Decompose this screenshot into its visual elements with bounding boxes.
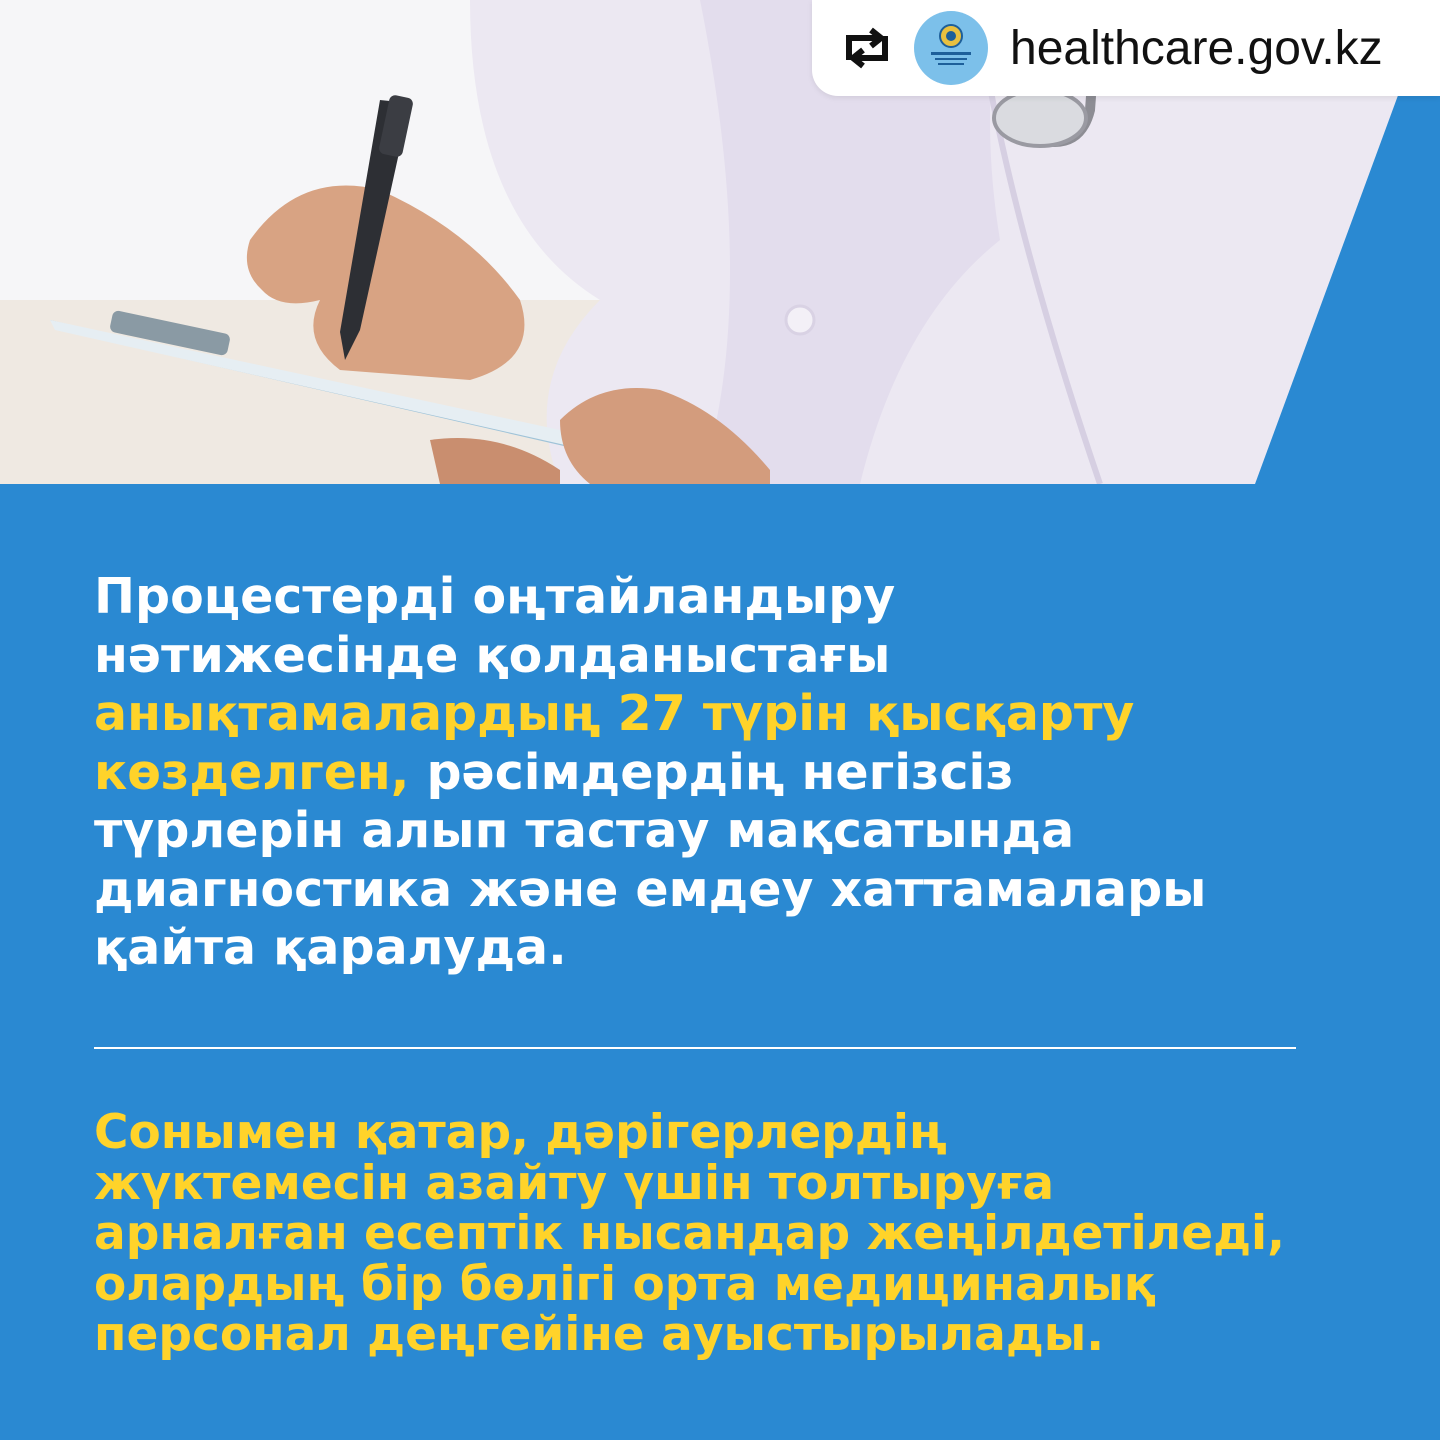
secondary-line-5: персонал деңгейіне ауыстырылады. xyxy=(94,1307,1105,1362)
secondary-line-2: жүктемесін азайту үшін толтыруға xyxy=(94,1155,1055,1211)
main-line-2: нәтижесінде қолданыстағы xyxy=(94,626,891,684)
main-line-5: түрлерін алып тастау мақсатында xyxy=(94,802,1075,859)
secondary-line-4: олардың бір бөлігі орта медициналық xyxy=(94,1256,1156,1312)
state-emblem-icon xyxy=(921,18,981,78)
repost-badge[interactable] xyxy=(812,0,1440,96)
secondary-line-1: Сонымен қатар, дәрігерлердің xyxy=(94,1105,947,1160)
main-line-4-rest: рәсімдердің негізсіз xyxy=(409,743,1014,801)
repost-icon xyxy=(834,15,900,81)
main-statement xyxy=(94,568,1354,978)
section-divider xyxy=(94,1047,1296,1049)
main-line-7: қайта қаралуда. xyxy=(94,919,567,976)
main-line-4-highlight: көзделген, xyxy=(94,743,410,801)
account-handle[interactable]: healthcare.gov.kz xyxy=(1010,21,1383,75)
main-line-3-highlight: анықтамалардың 27 түрін қысқарту xyxy=(94,685,1135,742)
main-line-6: диагностика және емдеу хаттамалары xyxy=(94,860,1207,918)
main-line-1: Процестерді оңтайландыру xyxy=(94,568,896,625)
main-line-4 xyxy=(94,744,1354,803)
secondary-line-3: арналған есептік нысандар жеңілдетіледі, xyxy=(94,1206,1285,1261)
account-avatar[interactable] xyxy=(914,11,988,85)
secondary-statement xyxy=(94,1105,1354,1362)
